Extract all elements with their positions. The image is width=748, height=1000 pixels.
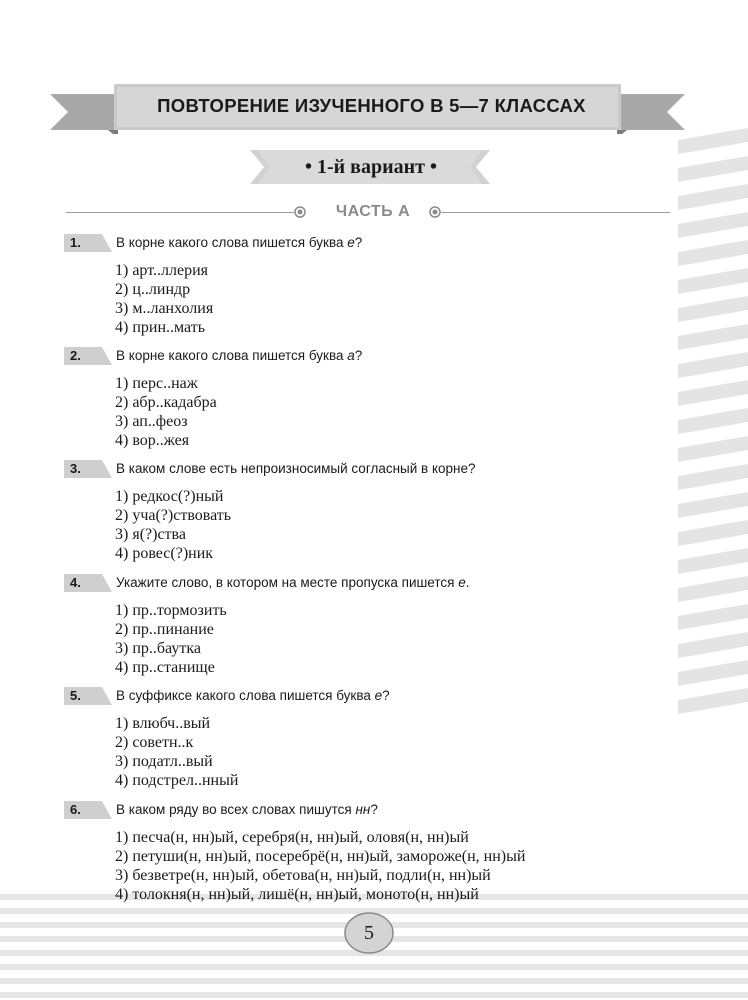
answer-option[interactable]: 4) прин..мать	[115, 319, 206, 336]
answer-option[interactable]: 2) уча(?)ствовать	[115, 507, 232, 524]
answer-option[interactable]: 1) пр..тормозить	[115, 602, 227, 619]
bullet-icon	[429, 206, 441, 218]
answer-option[interactable]: 2) пр..пинание	[115, 621, 214, 638]
question-number: 3.	[70, 461, 81, 476]
question-6	[64, 799, 704, 903]
question-number: 5.	[70, 688, 81, 703]
question-text: В каком ряду во всех словах пишутся нн?	[116, 802, 378, 817]
answer-options	[115, 601, 227, 677]
answer-option[interactable]: 4) пр..станище	[115, 659, 215, 676]
answer-option[interactable]: 1) песча(н, нн)ый, серебря(н, нн)ый, оловя(н, нн)ый	[115, 829, 469, 846]
answer-option[interactable]: 2) советн..к	[115, 734, 194, 751]
answer-option[interactable]: 4) вор..жея	[115, 432, 190, 449]
answer-option[interactable]: 3) безветре(н, нн)ый, обетова(н, нн)ый, подли(н, нн)ый	[115, 867, 491, 884]
answer-option[interactable]: 4) толокня(н, нн)ый, лишё(н, нн)ый, моното(н, нн)ый	[115, 886, 479, 903]
variant-title: • 1-й вариант •	[305, 155, 437, 178]
answer-option[interactable]: 4) ровес(?)ник	[115, 545, 214, 562]
answer-option[interactable]: 1) редкос(?)ный	[115, 488, 224, 505]
question-number: 6.	[70, 802, 81, 817]
answer-option[interactable]: 2) петуши(н, нн)ый, посеребрё(н, нн)ый, замороже(н, нн)ый	[115, 848, 526, 865]
question-text: В суффиксе какого слова пишется буква е?	[116, 688, 390, 703]
answer-options	[115, 487, 231, 563]
answer-option[interactable]: 1) арт..ллерия	[115, 262, 208, 279]
part-title: ЧАСТЬ А	[335, 203, 411, 220]
answer-option[interactable]: 3) м..ланхолия	[115, 300, 214, 317]
answer-options	[115, 261, 213, 337]
question-number: 2.	[70, 348, 81, 363]
answer-option[interactable]: 4) подстрел..нный	[115, 772, 239, 789]
bullet-icon	[294, 206, 306, 218]
answer-option[interactable]: 2) ц..линдр	[115, 281, 191, 298]
question-5	[64, 685, 664, 789]
question-text: Укажите слово, в котором на месте пропуска пишется е.	[116, 575, 470, 590]
answer-option[interactable]: 3) пр..баутка	[115, 640, 201, 657]
part-divider-right	[441, 212, 670, 213]
question-number: 4.	[70, 575, 81, 590]
answer-options	[115, 828, 525, 904]
question-text: В корне какого слова пишется буква е?	[116, 235, 363, 250]
question-number: 1.	[70, 235, 81, 250]
answer-option[interactable]: 3) податл..вый	[115, 753, 213, 770]
answer-option[interactable]: 3) я(?)ства	[115, 526, 186, 543]
question-2	[64, 345, 664, 449]
answer-options	[115, 714, 238, 790]
right-stripes-decoration	[678, 120, 748, 740]
question-text: В корне какого слова пишется буква а?	[116, 348, 363, 363]
answer-options	[115, 374, 217, 450]
section-title: ПОВТОРЕНИЕ ИЗУЧЕННОГО В 5—7 КЛАССАХ	[157, 95, 586, 116]
answer-option[interactable]: 3) ап..феоз	[115, 413, 188, 430]
part-divider-left	[66, 212, 294, 213]
answer-option[interactable]: 1) перс..наж	[115, 375, 198, 392]
answer-option[interactable]: 1) влюбч..вый	[115, 715, 211, 732]
question-4	[64, 572, 664, 676]
question-text: В каком слове есть непроизносимый согласный в корне?	[116, 461, 476, 476]
question-1	[64, 232, 664, 336]
answer-option[interactable]: 2) абр..кадабра	[115, 394, 217, 411]
question-3	[64, 458, 664, 562]
page-number: 5	[364, 921, 374, 944]
